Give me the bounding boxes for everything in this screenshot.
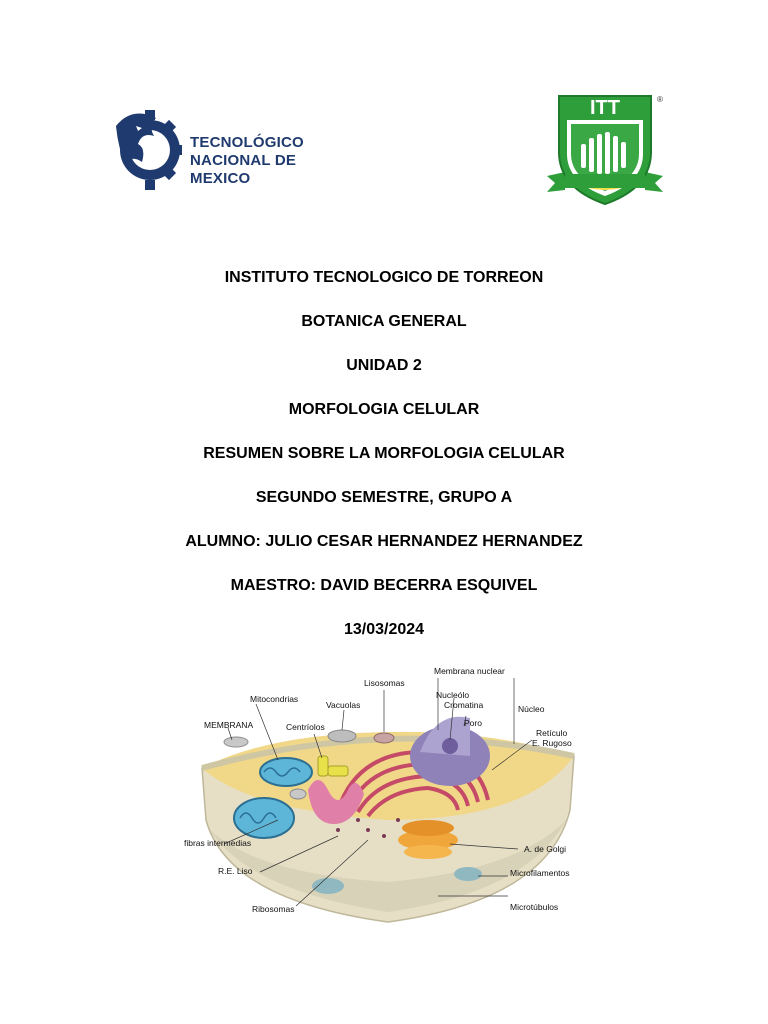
label-nucleo: Núcleo <box>518 704 545 714</box>
label-a-de-golgi: A. de Golgi <box>524 844 567 854</box>
label-nucleolo: Nucleólo <box>436 690 470 700</box>
unit-number: UNIDAD 2 <box>346 357 422 374</box>
tecnm-line2: NACIONAL DE MEXICO <box>190 152 297 187</box>
label-re-liso: R.E. Liso <box>218 866 253 876</box>
label-poro: Poro <box>464 718 482 728</box>
label-cromatina: Cromatina <box>444 700 484 710</box>
label-ribosomas: Ribosomas <box>252 904 295 914</box>
label-vacuolas: Vacuolas <box>326 700 361 710</box>
cover-title-block <box>0 265 768 661</box>
institution-name: INSTITUTO TECNOLOGICO DE TORREON <box>224 269 544 286</box>
itt-shield-icon <box>545 92 665 210</box>
gear-eagle-icon <box>112 96 188 200</box>
tecnm-logo <box>112 96 342 206</box>
label-membrana: MEMBRANA <box>204 720 254 730</box>
label-mitocondrias: Mitocondrias <box>250 694 299 704</box>
itt-acronym: ITT <box>590 97 620 119</box>
date: 13/03/2024 <box>343 621 425 638</box>
animal-cell-illustration <box>188 660 588 925</box>
cell-diagram <box>184 660 588 925</box>
tecnm-line1: TECNOLÓGICO <box>190 134 304 151</box>
label-membrana-nuclear: Membrana nuclear <box>434 666 505 676</box>
label-reticulo: Retículo <box>536 728 568 738</box>
label-microfilamentos: Microfilamentos <box>510 868 570 878</box>
registered-mark: ® <box>657 95 663 104</box>
label-microtubulos: Microtúbulos <box>510 902 559 912</box>
student-name: ALUMNO: JULIO CESAR HERNANDEZ HERNANDEZ <box>185 533 583 550</box>
course-name: BOTANICA GENERAL <box>301 313 467 330</box>
teacher-name: MAESTRO: DAVID BECERRA ESQUIVEL <box>230 577 538 594</box>
label-centriolos: Centríolos <box>286 722 325 732</box>
unit-topic: MORFOLOGIA CELULAR <box>288 401 480 418</box>
tecnm-logo-text <box>190 134 342 188</box>
label-fibras-intermedias: fibras intermedias <box>184 838 252 848</box>
label-e-rugoso: E. Rugoso <box>532 738 572 748</box>
label-lisosomas: Lisosomas <box>364 678 405 688</box>
semester-group: SEGUNDO SEMESTRE, GRUPO A <box>255 489 513 506</box>
assignment-title: RESUMEN SOBRE LA MORFOLOGIA CELULAR <box>203 445 565 462</box>
itt-logo <box>545 92 665 210</box>
